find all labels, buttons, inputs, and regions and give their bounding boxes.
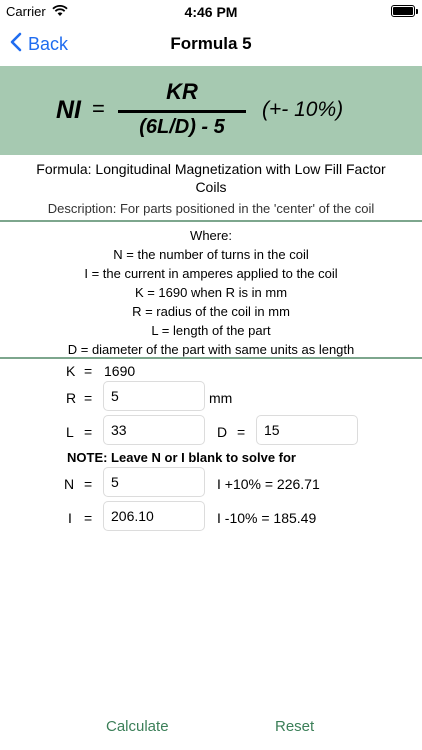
r-label: R [66, 390, 77, 406]
i-equals: = [84, 510, 93, 526]
k-label: K [66, 363, 76, 379]
r-input[interactable]: 5 [103, 381, 205, 411]
divider [0, 357, 422, 359]
page-title: Formula 5 [170, 34, 252, 53]
clock: 4:46 PM [184, 4, 238, 20]
calculate-button[interactable]: Calculate [106, 718, 169, 735]
reset-button[interactable]: Reset [275, 718, 315, 735]
fraction-bar [118, 110, 246, 113]
formula-name: Formula: Longitudinal Magnetization with Low Fill Factor Coils [36, 161, 386, 195]
l-equals: = [84, 424, 93, 440]
result-minus: I -10% = 185.49 [217, 510, 317, 526]
back-label: Back [28, 34, 69, 54]
k-value: 1690 [104, 363, 136, 379]
variable-definitions [0, 226, 422, 359]
definition-line: D = diameter of the part with same units as length [67, 342, 355, 357]
formula-lhs: NI [56, 96, 81, 124]
d-equals: = [237, 424, 246, 440]
formula-description: Description: For parts positioned in the 'center' of the coil [47, 201, 375, 216]
l-label: L [66, 424, 74, 440]
battery-icon [391, 5, 415, 17]
d-label: D [217, 424, 228, 440]
r-unit: mm [209, 390, 233, 406]
solve-note: NOTE: Leave N or I blank to solve for [67, 450, 296, 465]
i-input[interactable]: 206.10 [103, 501, 205, 531]
definition-line: L = length of the part [151, 323, 271, 338]
formula-denominator: (6L/D) - 5 [139, 116, 225, 138]
result-plus: I +10% = 226.71 [217, 476, 320, 492]
l-input[interactable]: 33 [103, 415, 205, 445]
definition-line: I = the current in amperes applied to the coil [84, 266, 338, 281]
where-heading: Where: [190, 228, 232, 243]
definition-line: N = the number of turns in the coil [113, 247, 309, 262]
n-input[interactable]: 5 [103, 467, 205, 497]
formula-banner [0, 66, 422, 155]
definition-line: K = 1690 when R is in mm [134, 285, 288, 300]
r-equals: = [84, 390, 93, 406]
k-equals: = [84, 363, 93, 379]
n-equals: = [84, 476, 93, 492]
d-input[interactable]: 15 [256, 415, 358, 445]
formula-equals: = [92, 96, 105, 121]
n-label: N [64, 476, 75, 492]
status-bar [0, 0, 422, 24]
divider [0, 220, 422, 222]
navigation-bar [0, 24, 422, 66]
definition-line: R = radius of the coil in mm [132, 304, 290, 319]
formula-numerator: KR [166, 79, 198, 104]
formula-tolerance: (+- 10%) [262, 98, 344, 121]
i-label: I [68, 510, 72, 526]
carrier-label: Carrier [6, 4, 46, 19]
